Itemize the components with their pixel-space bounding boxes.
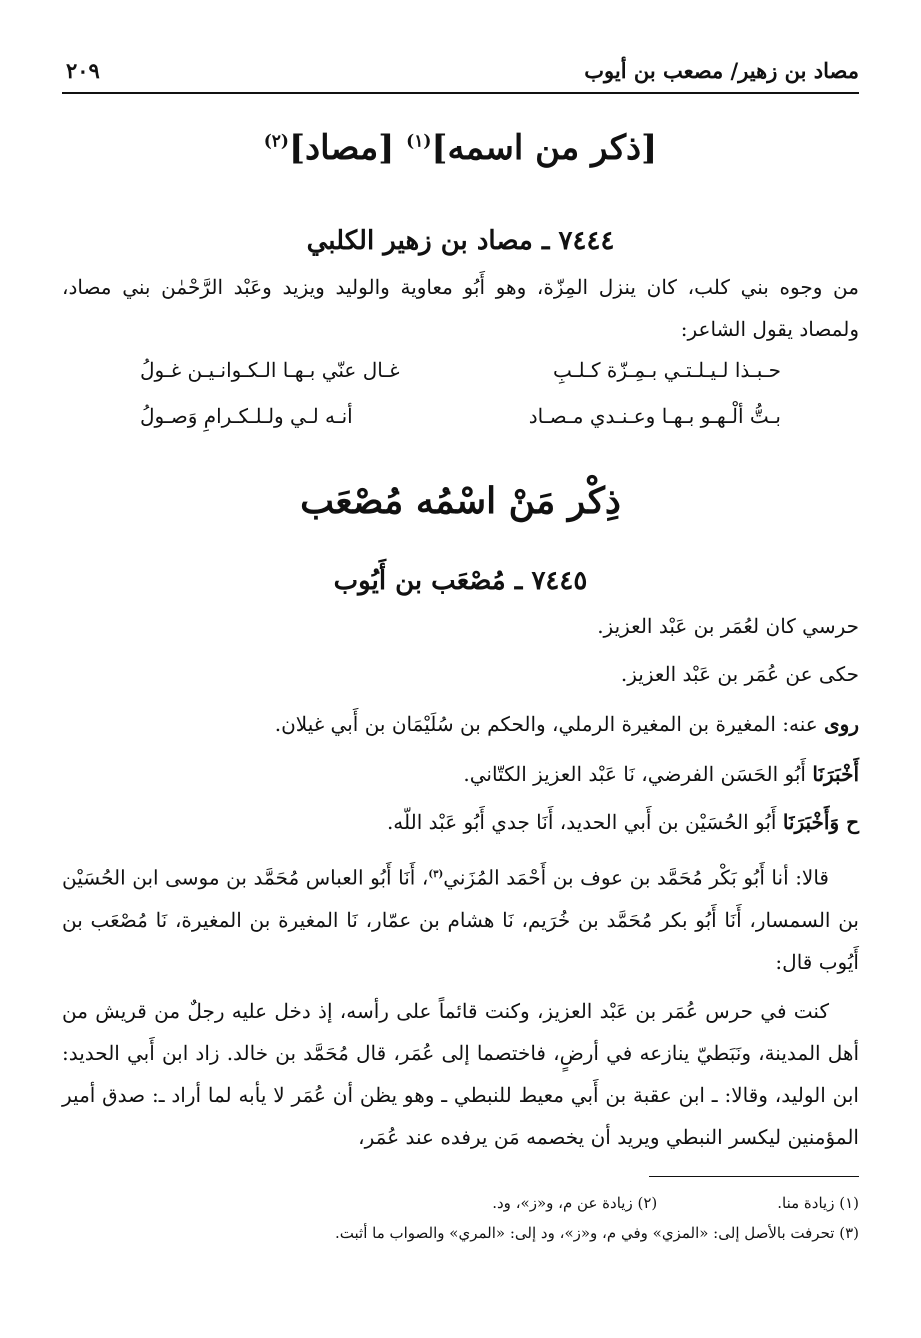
footnotes-line-1	[62, 1194, 859, 1212]
entry-title-7445: ٧٤٤٥ ـ مُصْعَب بن أَيُوب	[333, 566, 588, 596]
entry-7445-line-4	[62, 762, 859, 786]
running-title: مصاد بن زهير/ مصعب بن أيوب	[584, 58, 859, 83]
entry-7444-body: من وجوه بني كلب، كان ينزل المِزّة، وهو أَبُو معاوية والوليد ويزيد وعَبْد الرَّحْمٰن بني مصاد، ولمصاد يقول الشاعر:	[62, 275, 859, 341]
entry-7445-line-2: حكى عن عُمَر بن عَبْد العزيز.	[620, 662, 859, 686]
verse-1-second-hemistich: غـال عنّي بـهـا الـكـوانـيـن غـولُ	[140, 358, 400, 382]
entry-7445-line-1: حرسي كان لعُمَر بن عَبْد العزيز.	[597, 614, 859, 638]
isnad-text-b: ، أَنَا أَبُو العباس مُحَمَّد بن موسى ابن الحُسَيْن بن السمسار، أَنَا أَبُو بكر مُحَمَّد بن خُرَيم، نَا هشام بن عمّار، نَا المغيرة بن المغيرة، نَا مُصْعَب بن أَيُوب قال:	[62, 865, 859, 974]
verse-2	[100, 404, 821, 444]
entry-7445-line-3	[62, 712, 859, 736]
section-heading-musab: ذِكْر مَنْ اسْمُه مُصْعَب	[300, 480, 621, 522]
page-header	[62, 52, 859, 94]
footnote-separator	[649, 1176, 859, 1177]
narration-text: عنه: المغيرة بن المغيرة الرملي، والحكم بن سُلَيْمَان بن أَبي غيلان.	[274, 712, 825, 736]
footnote-2: (٢) زيادة عن م، و«ز»، ود.	[492, 1194, 658, 1212]
footnote-ref-3: (٣)	[428, 869, 444, 880]
verse-1-first-hemistich: حـبـذا لـيـلـتـي بـمِـزّة كـلـبِ	[553, 358, 781, 382]
isnad-paragraph	[62, 854, 859, 983]
footnote-ref-1: (١)	[406, 131, 432, 152]
entry-title-7444: ٧٤٤٤ ـ مصاد بن زهير الكلبي	[306, 226, 615, 256]
section-heading-prefix: [ذكر من اسمه]	[431, 128, 658, 168]
section-heading-middle: [مصاد]	[288, 128, 407, 168]
verse-2-first-hemistich: بـتُّ ألْـهـو بـهـا وعـنـدي مـصـاد	[528, 404, 781, 428]
akhbarana-keyword: أَخْبَرَنَا	[812, 762, 859, 786]
isnad-text-a: قالا: أنا أَبُو بَكْر مُحَمَّد بن عوف بن أَحْمَد المُزَني	[443, 865, 829, 890]
footnote-ref-2: (٢)	[263, 131, 289, 152]
entry-7445-line-5	[62, 810, 859, 834]
verse-2-second-hemistich: أنـه لـي ولـلـكـرامِ وَصـولُ	[140, 404, 353, 428]
verse-1	[100, 358, 821, 398]
section-heading-masad	[62, 128, 859, 168]
footnote-1: (١) زيادة منا.	[777, 1194, 859, 1212]
page-number: ٢٠٩	[66, 58, 100, 83]
akhbarana-text: أَبُو الحَسَن الفرضي، نَا عَبْد العزيز الكتّاني.	[463, 762, 813, 786]
narration-keyword: روى	[824, 712, 859, 736]
narrative-paragraph: كنت في حرس عُمَر بن عَبْد العزيز، وكنت قائماً على رأسه، إذ دخل عليه رجلٌ من قريش من أهل المدينة، ونَبَطيّ ينازعه في أرضٍ، فاختصما إلى عُمَر، قال مُحَمَّد بن خالد. زاد ابن أَبي الحديد: ابن الوليد، وقالا: ـ ابن عقبة بن أَبي معيط للنبطي ـ وهو يظن أن عُمَر لا يأبه لما أراد ـ: صدق أمير المؤمنين ليكسر النبطي ويريد أن يخصمه مَن يرفده عند عُمَر،	[62, 999, 859, 1149]
footnote-3: (٣) تحرفت بالأصل إلى: «المزي» وفي م، و«ز»، ود إلى: «المري» والصواب ما أثبت.	[335, 1224, 859, 1242]
wa-akhbarana-text: أَبُو الحُسَيْن بن أَبي الحديد، أَنَا جدي أَبُو عَبْد اللّه.	[386, 810, 783, 834]
wa-akhbarana-keyword: ح وَأَخْبَرَنَا	[782, 810, 859, 834]
